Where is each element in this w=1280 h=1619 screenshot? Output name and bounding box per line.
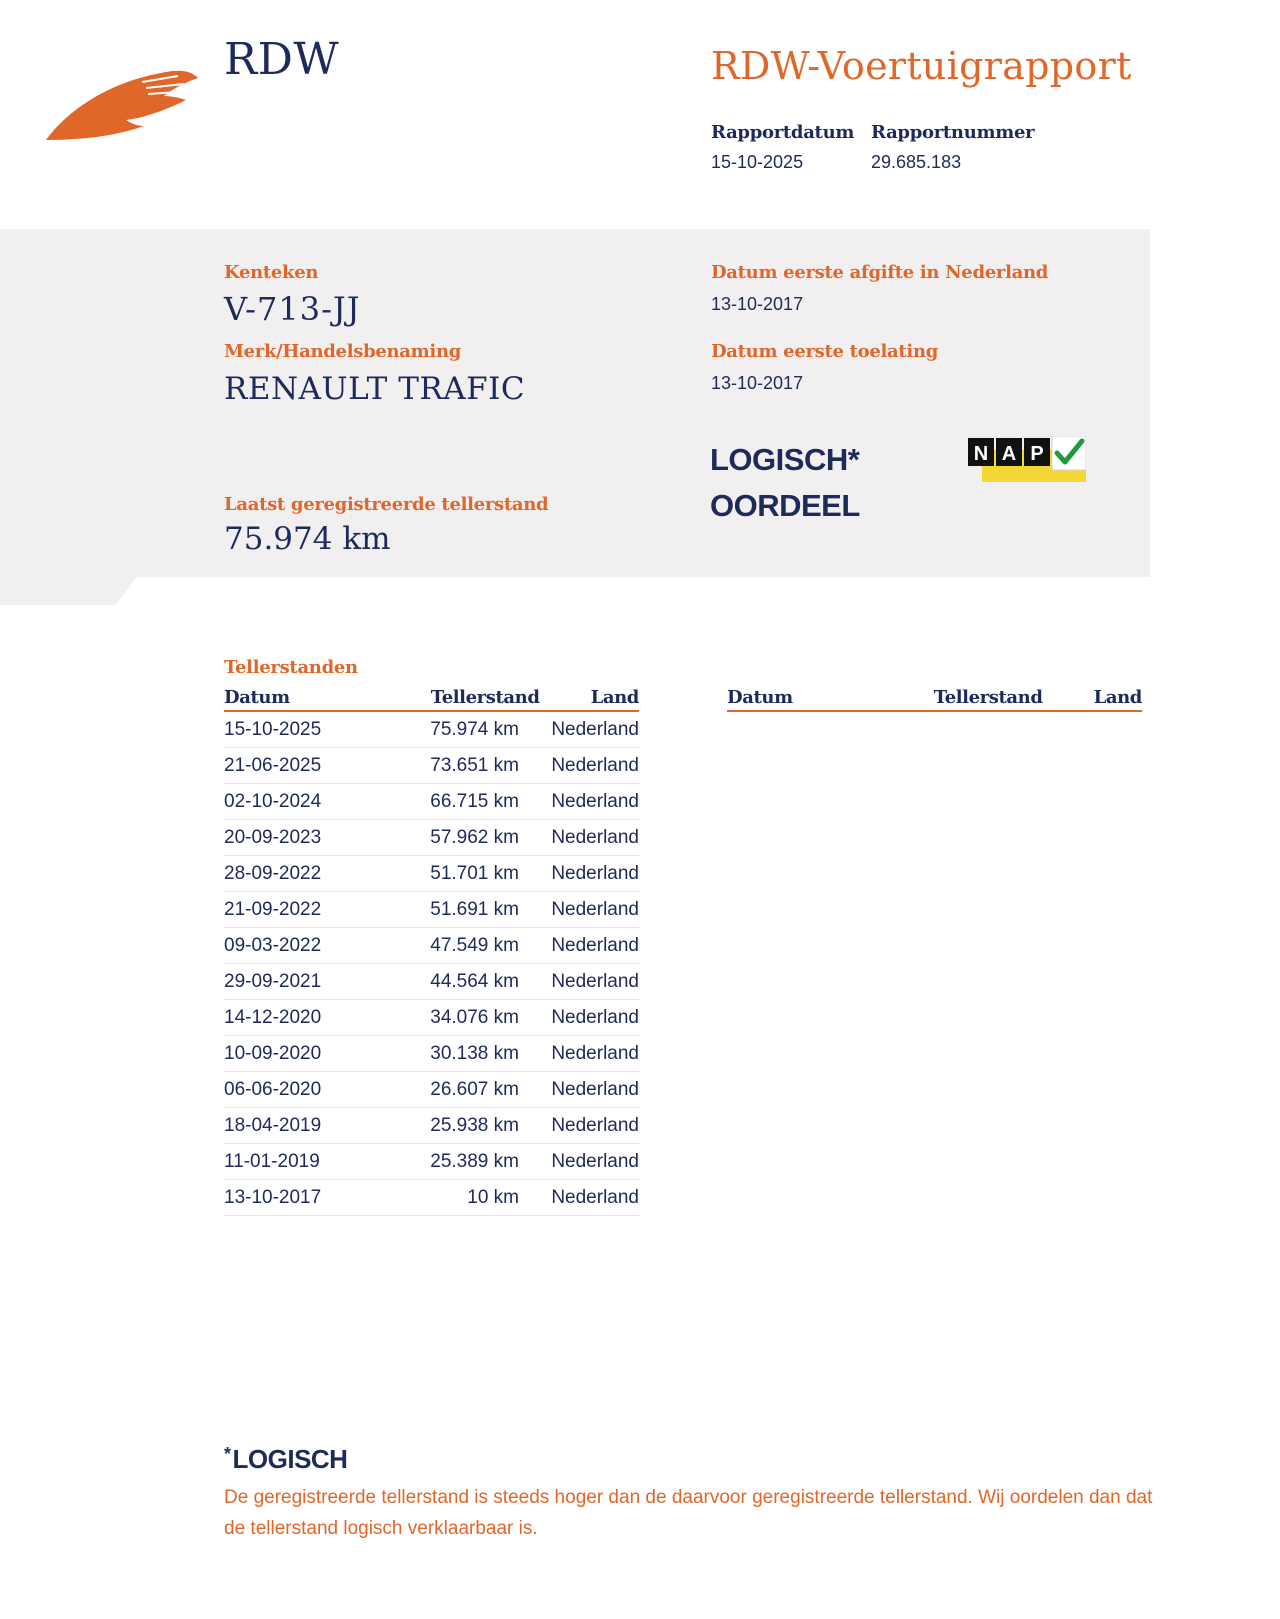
verdict-line-1: LOGISCH* [710,442,860,477]
table-row [224,1108,639,1144]
row-land: Nederland [551,1150,639,1172]
row-datum: 09-03-2022 [224,934,322,956]
table-row [224,712,639,748]
row-tellerstand: 66.715 km [430,790,519,812]
header-datum: Datum [224,687,290,708]
row-tellerstand: 47.549 km [430,934,519,956]
report-number-label: Rapportnummer [871,122,1035,143]
row-land: Nederland [551,970,639,992]
row-datum: 15-10-2025 [224,718,322,740]
nap-letter-n: N [973,443,989,465]
report-title: RDW-Voertuigrapport [711,44,1132,88]
table-row [224,892,639,928]
nap-badge [968,436,1086,482]
row-tellerstand: 57.962 km [430,826,519,848]
table-row [224,856,639,892]
last-odometer-value: 75.974 km [224,521,391,557]
footnote-star: * [224,1444,231,1464]
brand-name: RDW [224,34,340,85]
row-datum: 20-09-2023 [224,826,322,848]
table-row [224,1144,639,1180]
first-admission-label: Datum eerste toelating [711,341,939,362]
header-tellerstand: Tellerstand [430,687,540,708]
row-datum: 14-12-2020 [224,1006,322,1028]
row-tellerstand: 34.076 km [430,1006,519,1028]
table-row [224,1036,639,1072]
row-land: Nederland [551,862,639,884]
row-land: Nederland [551,1042,639,1064]
table-row [224,1072,639,1108]
table-row [224,1180,639,1216]
panel-tab-decoration [0,575,138,605]
verdict-line-2: OORDEEL [710,488,860,523]
row-land: Nederland [551,718,639,740]
header-land: Land [1093,687,1142,708]
row-land: Nederland [551,790,639,812]
row-tellerstand: 25.938 km [430,1114,519,1136]
row-land: Nederland [551,898,639,920]
row-tellerstand: 51.701 km [430,862,519,884]
row-land: Nederland [551,1006,639,1028]
row-datum: 02-10-2024 [224,790,322,812]
table-row [224,784,639,820]
header-tellerstand: Tellerstand [933,687,1043,708]
first-admission-value: 13-10-2017 [711,373,804,393]
row-datum: 06-06-2020 [224,1078,322,1100]
row-datum: 11-01-2019 [224,1150,320,1172]
row-tellerstand: 26.607 km [430,1078,519,1100]
report-number: 29.685.183 [871,152,962,172]
row-datum: 18-04-2019 [224,1114,322,1136]
readings-table [224,682,639,1216]
row-land: Nederland [551,826,639,848]
row-land: Nederland [551,754,639,776]
row-datum: 28-09-2022 [224,862,322,884]
nap-letter-a: A [1001,443,1017,465]
row-datum: 13-10-2017 [224,1186,322,1208]
footnote-title-text: LOGISCH [232,1444,348,1474]
row-land: Nederland [551,1186,639,1208]
first-issue-nl-label: Datum eerste afgifte in Nederland [711,262,1049,283]
merk-value: RENAULT TRAFIC [224,371,526,407]
footnote-title [224,1444,347,1475]
table-row [224,964,639,1000]
row-tellerstand: 44.564 km [430,970,519,992]
nap-letter-p: P [1030,443,1044,465]
row-tellerstand: 25.389 km [430,1150,519,1172]
header-land: Land [590,687,639,708]
report-date: 15-10-2025 [711,152,804,172]
table-row [224,928,639,964]
kenteken-label: Kenteken [224,262,319,283]
row-datum: 21-06-2025 [224,754,322,776]
row-tellerstand: 51.691 km [430,898,519,920]
readings-table-header [224,682,639,712]
row-tellerstand: 75.974 km [430,718,519,740]
last-odometer-label: Laatst geregistreerde tellerstand [224,494,549,515]
table-row [224,1000,639,1036]
row-land: Nederland [551,1078,639,1100]
readings-table-continued [727,682,1142,712]
report-date-label: Rapportdatum [711,122,855,143]
merk-label: Merk/Handelsbenaming [224,341,462,362]
row-land: Nederland [551,1114,639,1136]
row-tellerstand: 10 km [467,1186,519,1208]
row-tellerstand: 30.138 km [430,1042,519,1064]
kenteken-value: V-713-JJ [224,290,361,328]
row-datum: 21-09-2022 [224,898,322,920]
row-tellerstand: 73.651 km [430,754,519,776]
row-land: Nederland [551,934,639,956]
table-row [224,820,639,856]
readings-title: Tellerstanden [224,657,358,678]
table-row [224,748,639,784]
row-datum: 10-09-2020 [224,1042,322,1064]
rdw-logo [46,62,201,146]
readings-table-continued-header [727,682,1142,712]
first-issue-nl-value: 13-10-2017 [711,294,804,314]
row-datum: 29-09-2021 [224,970,322,992]
header-datum: Datum [727,687,793,708]
footnote-text: De geregistreerde tellerstand is steeds hoger dan de daarvoor geregistreerde tellerstand. Wij oordelen dan dat de tellerstand logisch verklaarbaar is. [224,1487,1153,1539]
